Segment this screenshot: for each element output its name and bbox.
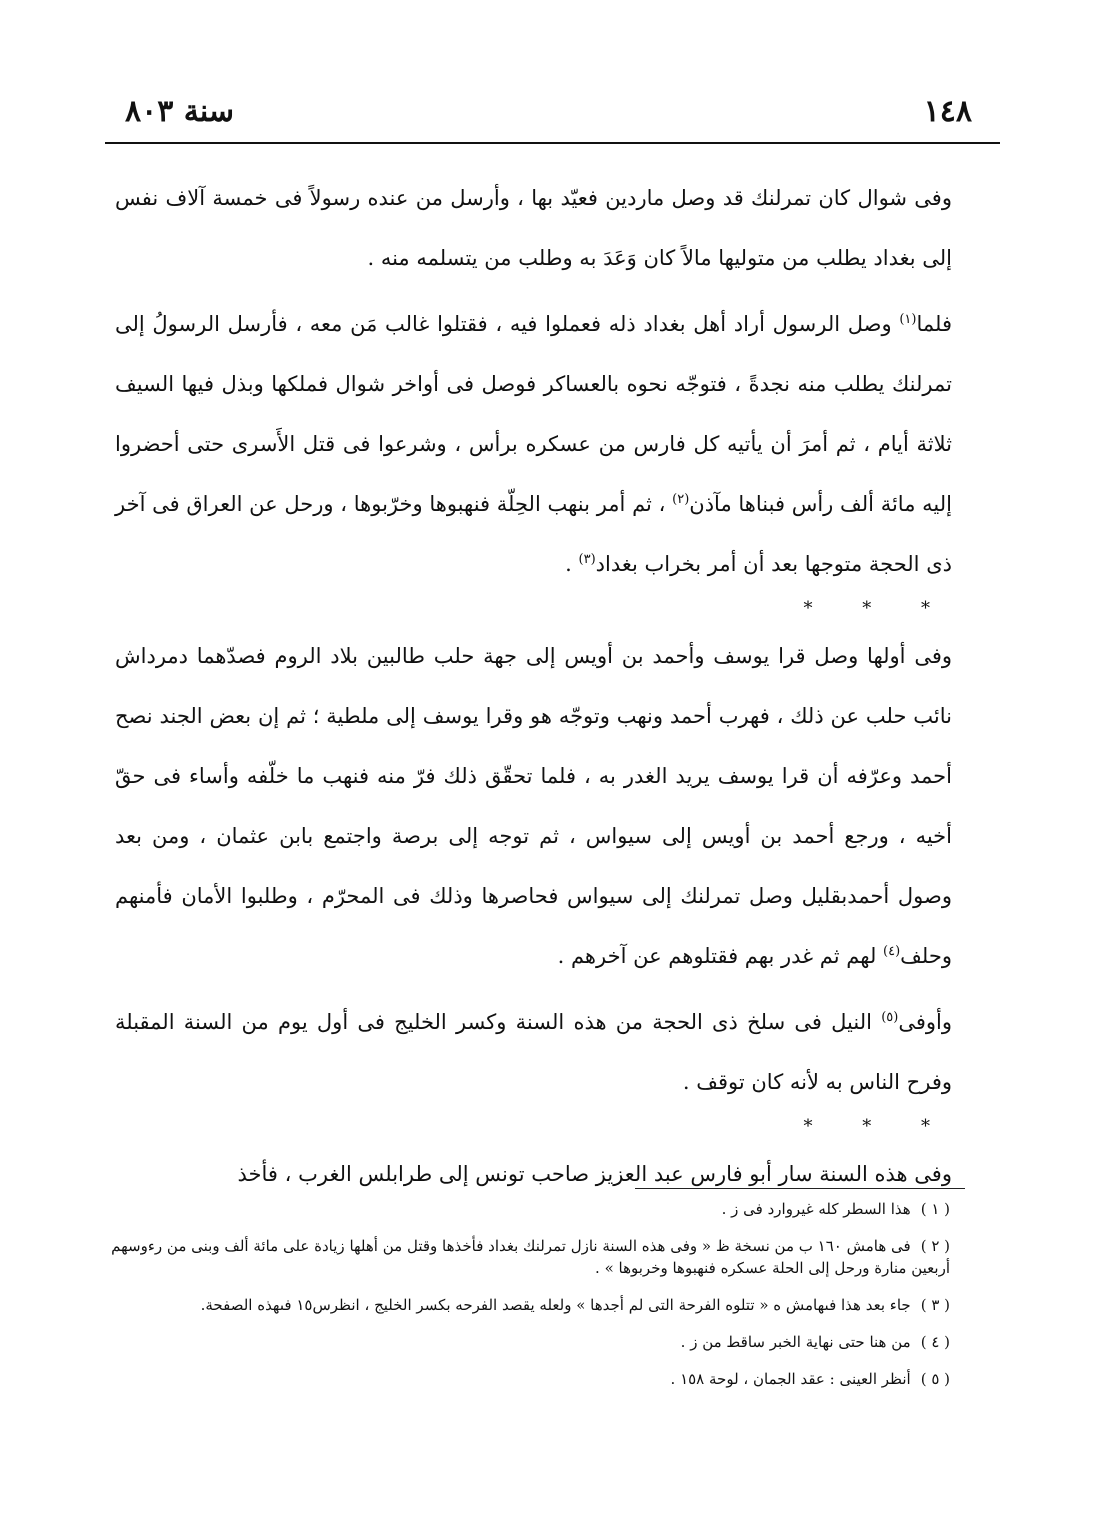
footnote-number: ( ٢ ): [920, 1237, 950, 1255]
footnote-number: ( ٣ ): [920, 1296, 950, 1314]
footnote-text: هذا السطر كله غيروارد فى ز .: [721, 1200, 911, 1218]
footnote-number: ( ٤ ): [920, 1333, 950, 1351]
paragraph-nile-end: النيل فى سلخ ذى الحجة من هذه السنة وكسر الخليج فى أول يوم من السنة المقبلة وفرح الناس به لأنه كان توقف .: [115, 1010, 952, 1094]
footnote-number: ( ٥ ): [920, 1370, 950, 1388]
running-title-year: سنة ٨٠٣: [125, 94, 235, 129]
paragraph-qara-yusuf: [115, 626, 952, 986]
page-header: [105, 88, 1000, 140]
main-text: [115, 168, 952, 1204]
page-number: ١٤٨: [923, 94, 972, 129]
footnote-item: [105, 1331, 950, 1353]
footnote-number: ( ١ ): [920, 1200, 950, 1218]
paragraph-baghdad-end: ، ثم أمر بنهب الحِلّة فنهبوها وخرّبوها ، ورحل عن العراق فى آخر ذى الحجة متوجها بعد أن أمر بخراب بغداد: [115, 492, 952, 576]
paragraph-nile: [115, 992, 952, 1112]
paragraph-tunis: وفى هذه السنة سار أبو فارس عبد العزيز صاحب تونس إلى طرابلس الغرب ، فأخذ: [237, 1162, 952, 1186]
paragraph-baghdad-start: فلما: [916, 312, 952, 336]
footnote-ref-5: (٥): [881, 1010, 899, 1025]
footnote-text: أنظر العينى : عقد الجمان ، لوحة ١٥٨ .: [670, 1370, 911, 1388]
section-separator: * * *: [803, 598, 952, 619]
paragraph-baghdad-mid: وصل الرسول أراد أهل بغداد ذله فعملوا فيه ، فقتلوا غالب مَن معه ، فأرسل الرسولُ إلى تمرلنك يطلب منه نجدةً ، فتوجّه نحوه بالعساكر فوصل فى أواخر شوال فملكها وبذل فيها السيف ثلاثة أيام ، ثم أمرَ أن يأتيه كل فارس من عسكره برأس ، وشرعوا فى قتل الأَسرى حتى أحضروا إليه مائة ألف رأس فبناها مآذن: [115, 312, 953, 516]
footnote-item: [105, 1368, 950, 1390]
footnotes: [105, 1198, 950, 1405]
footnote-text: جاء بعد هذا فىهامش ه « تتلوه الفرحة التى لم أجدها » ولعله يقصد الفرحه بكسر الخليج ، انظرس١٥ فىهذه الصفحة.: [200, 1296, 911, 1314]
paragraph-nile-start: وأوفى: [898, 1010, 952, 1034]
footnote-text: من هنا حتى نهاية الخبر ساقط من ز .: [680, 1333, 911, 1351]
paragraph-qara-yusuf-text: وفى أولها وصل قرا يوسف وأحمد بن أويس إلى جهة حلب طالبين بلاد الروم فصدّهما دمرداش نائب حلب عن ذلك ، فهرب أحمد ونهب وتوجّه هو وقرا يوسف إلى ملطية ؛ ثم إن بعض الجند نصح أحمد وعرّفه أن قرا يوسف يريد الغدر به ، فلما تحقّق ذلك فرّ منه فنهب ما خلّفه وأساء فى حقّ أخيه ، ورجع أحمد بن أويس إلى سيواس ، ثم توجه إلى برصة واجتمع بابن عثمان ، ومن بعد وصول أحمدبقليل وصل تمرلنك إلى سيواس فحاصرها وذلك فى المحرّم ، وطلبوا الأمان فأمنهم وحلف: [115, 644, 952, 968]
footnote-ref-4: (٤): [883, 944, 901, 959]
footnote-text: فى هامش ١٦٠ ب من نسخة ظ « وفى هذه السنة نازل تمرلنك بغداد فأخذها وقتل من أهلها زيادة على مائة ألف وبنى من رءوسهم أربعين منارة ورحل إلى الحلة عسكره فنهبوها وخربوها » .: [111, 1237, 950, 1277]
paragraph-shawwal: وفى شوال كان تمرلنك قد وصل ماردين فعيّد بها ، وأرسل من عنده رسولاً فى خمسة آلاف نفس إلى بغداد يطلب من متوليها مالاً كان وَعَدَ به وطلب من يتسلمه منه .: [115, 186, 952, 270]
paragraph-qara-yusuf-end: لهم ثم غدر بهم فقتلوهم عن آخرهم .: [557, 944, 884, 968]
section-separator: * * *: [803, 1116, 952, 1137]
footnote-item: [105, 1294, 950, 1316]
footnote-ref-3: (٣): [578, 552, 596, 567]
footnote-ref-2: (٢): [672, 492, 690, 507]
footnote-ref-1: (١): [899, 312, 917, 327]
paragraph-baghdad-close: .: [565, 552, 579, 576]
footnote-item: [105, 1235, 950, 1279]
paragraph-baghdad: [115, 294, 952, 594]
footnote-rule: [635, 1188, 965, 1189]
header-rule: [105, 142, 1000, 144]
footnote-item: [105, 1198, 950, 1220]
